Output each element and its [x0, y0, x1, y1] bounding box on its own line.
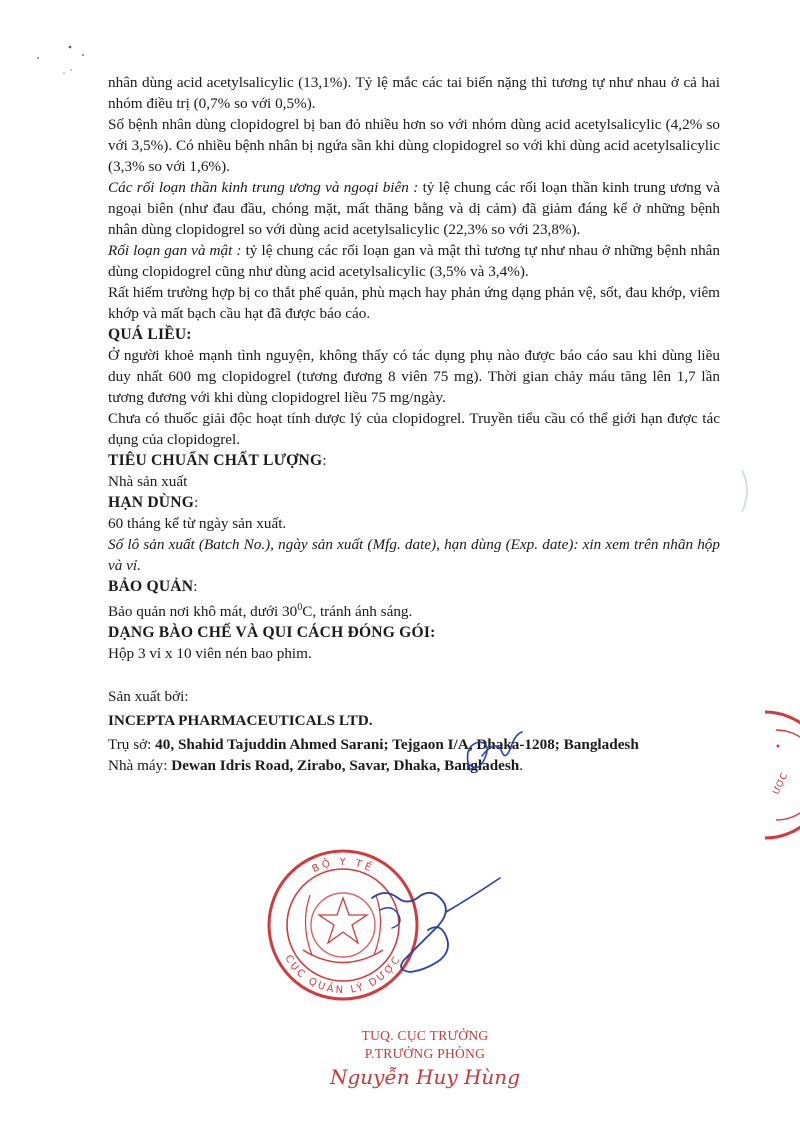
edge-stamp-text: ƯỢC	[771, 771, 791, 797]
expiry-text: 60 tháng kể từ ngày sản xuất.	[108, 515, 287, 532]
packaging-heading: DẠNG BÀO CHẾ VÀ QUI CÁCH ĐÓNG GÓI:	[108, 624, 436, 642]
expiry-note: Số lô sản xuất (Batch No.), ngày sản xuất (Mfg. date), hạn dùng (Exp. date): xin xem trên nhãn hộp và vỉ.	[108, 536, 720, 574]
storage-text-after: C, tránh ánh sáng.	[302, 603, 413, 621]
stamp-bottom-text: CỤC QUẢN LÝ DƯỢC	[282, 953, 404, 997]
liver-text: tỷ lệ chung các rối loạn gan và mật thì tương tự như nhau ở những bệnh nhân dùng clopidogrel cũng như dùng acid acetylsalicylic (3,5% và 3,4%).	[108, 242, 720, 280]
overdose-heading: QUÁ LIỀU:	[108, 326, 192, 343]
expiry-colon: :	[194, 494, 199, 511]
manufacturer-label: Sản xuất bởi:	[108, 688, 189, 706]
quality-text: Nhà sản xuất	[108, 473, 188, 490]
packaging-text: Hộp 3 vỉ x 10 viên nén bao phim.	[108, 645, 312, 663]
storage-degree: 0	[297, 602, 303, 613]
factory-end: .	[519, 757, 524, 775]
overdose-paragraph-2: Chưa có thuốc giải độc hoạt tính dược lý của clopidogrel. Truyền tiểu cầu có thể giới hạn được tác dụng của clopidogrel.	[108, 410, 720, 448]
paragraph-rare: Rất hiếm trường hợp bị co thắt phế quản, phù mạch hay phản ứng dạng phản vệ, sốt, đau khớp, viêm khớp và mất bạch cầu hạt đã được báo cáo.	[108, 284, 720, 322]
stamp-top-text: BỘ Y TẾ	[310, 856, 376, 876]
signature-title-2: P.TRƯỞNG PHÒNG	[364, 1046, 486, 1061]
signature-block	[300, 1027, 550, 1091]
overdose-paragraph-1: Ở người khoẻ mạnh tình nguyện, không thấy có tác dụng phụ nào được báo cáo sau khi dùng liều duy nhất 600 mg clopidogrel (tương đương 8 viên 75 mg). Thời gian chảy máu tăng lên 1,7 lần tương đương với khi dùng clopidogrel liều 75 mg/ngày.	[108, 347, 720, 406]
factory-address: Dewan Idris Road, Zirabo, Savar, Dhaka, Bangladesh	[171, 757, 520, 775]
manufacturer-name: INCEPTA PHARMACEUTICALS LTD.	[108, 712, 373, 730]
cns-lead: Các rối loạn thần kinh trung ương và ngoại biên :	[108, 179, 419, 196]
factory-label: Nhà máy:	[108, 757, 172, 775]
hq-address: 40, Shahid Tajuddin Ahmed Sarani; Tejgaon I/A, Dhaka-1208; Bangladesh	[155, 736, 639, 754]
cns-text: tỷ lệ chung các rối loạn thần kinh trung ương và ngoại biên (như đau đầu, chóng mặt, mất thăng bằng và dị cảm) đã giảm đáng kể ở những bệnh nhân dùng clopidogrel so với dùng acid acetylsalicylic (22,3% so với 23,8%).	[108, 179, 720, 238]
signature-name: Nguyễn Huy Hùng	[329, 1065, 520, 1089]
quality-colon: :	[322, 452, 327, 469]
hq-label: Trụ sở:	[108, 736, 156, 754]
signature-title-1: TUQ. CỤC TRƯỞNG	[361, 1028, 489, 1043]
liver-lead: Rối loạn gan và mật :	[108, 242, 242, 259]
paragraph-adverse-2: Số bệnh nhân dùng clopidogrel bị ban đỏ nhiều hơn so với nhóm dùng acid acetylsalicylic (4,2% so với 3,5%). Có nhiều bệnh nhân bị ngứa sần khi dùng clopidogrel so với khi dùng acid acetylsalicylic (3,3% so với 1,6%).	[108, 116, 720, 175]
storage-colon: :	[193, 578, 198, 595]
storage-heading-text: BẢO QUẢN	[108, 578, 194, 595]
expiry-heading-text: HẠN DÙNG	[108, 494, 195, 511]
quality-heading-text: TIÊU CHUẨN CHẤT LƯỢNG	[108, 452, 323, 469]
storage-text-before: Bảo quản nơi khô mát, dưới 30	[108, 603, 298, 621]
paragraph-adverse-1: nhân dùng acid acetylsalicylic (13,1%). Tỷ lệ mắc các tai biến nặng thì tương tự như nhau ở cả hai nhóm điều trị (0,7% so với 0,5%).	[108, 74, 720, 112]
